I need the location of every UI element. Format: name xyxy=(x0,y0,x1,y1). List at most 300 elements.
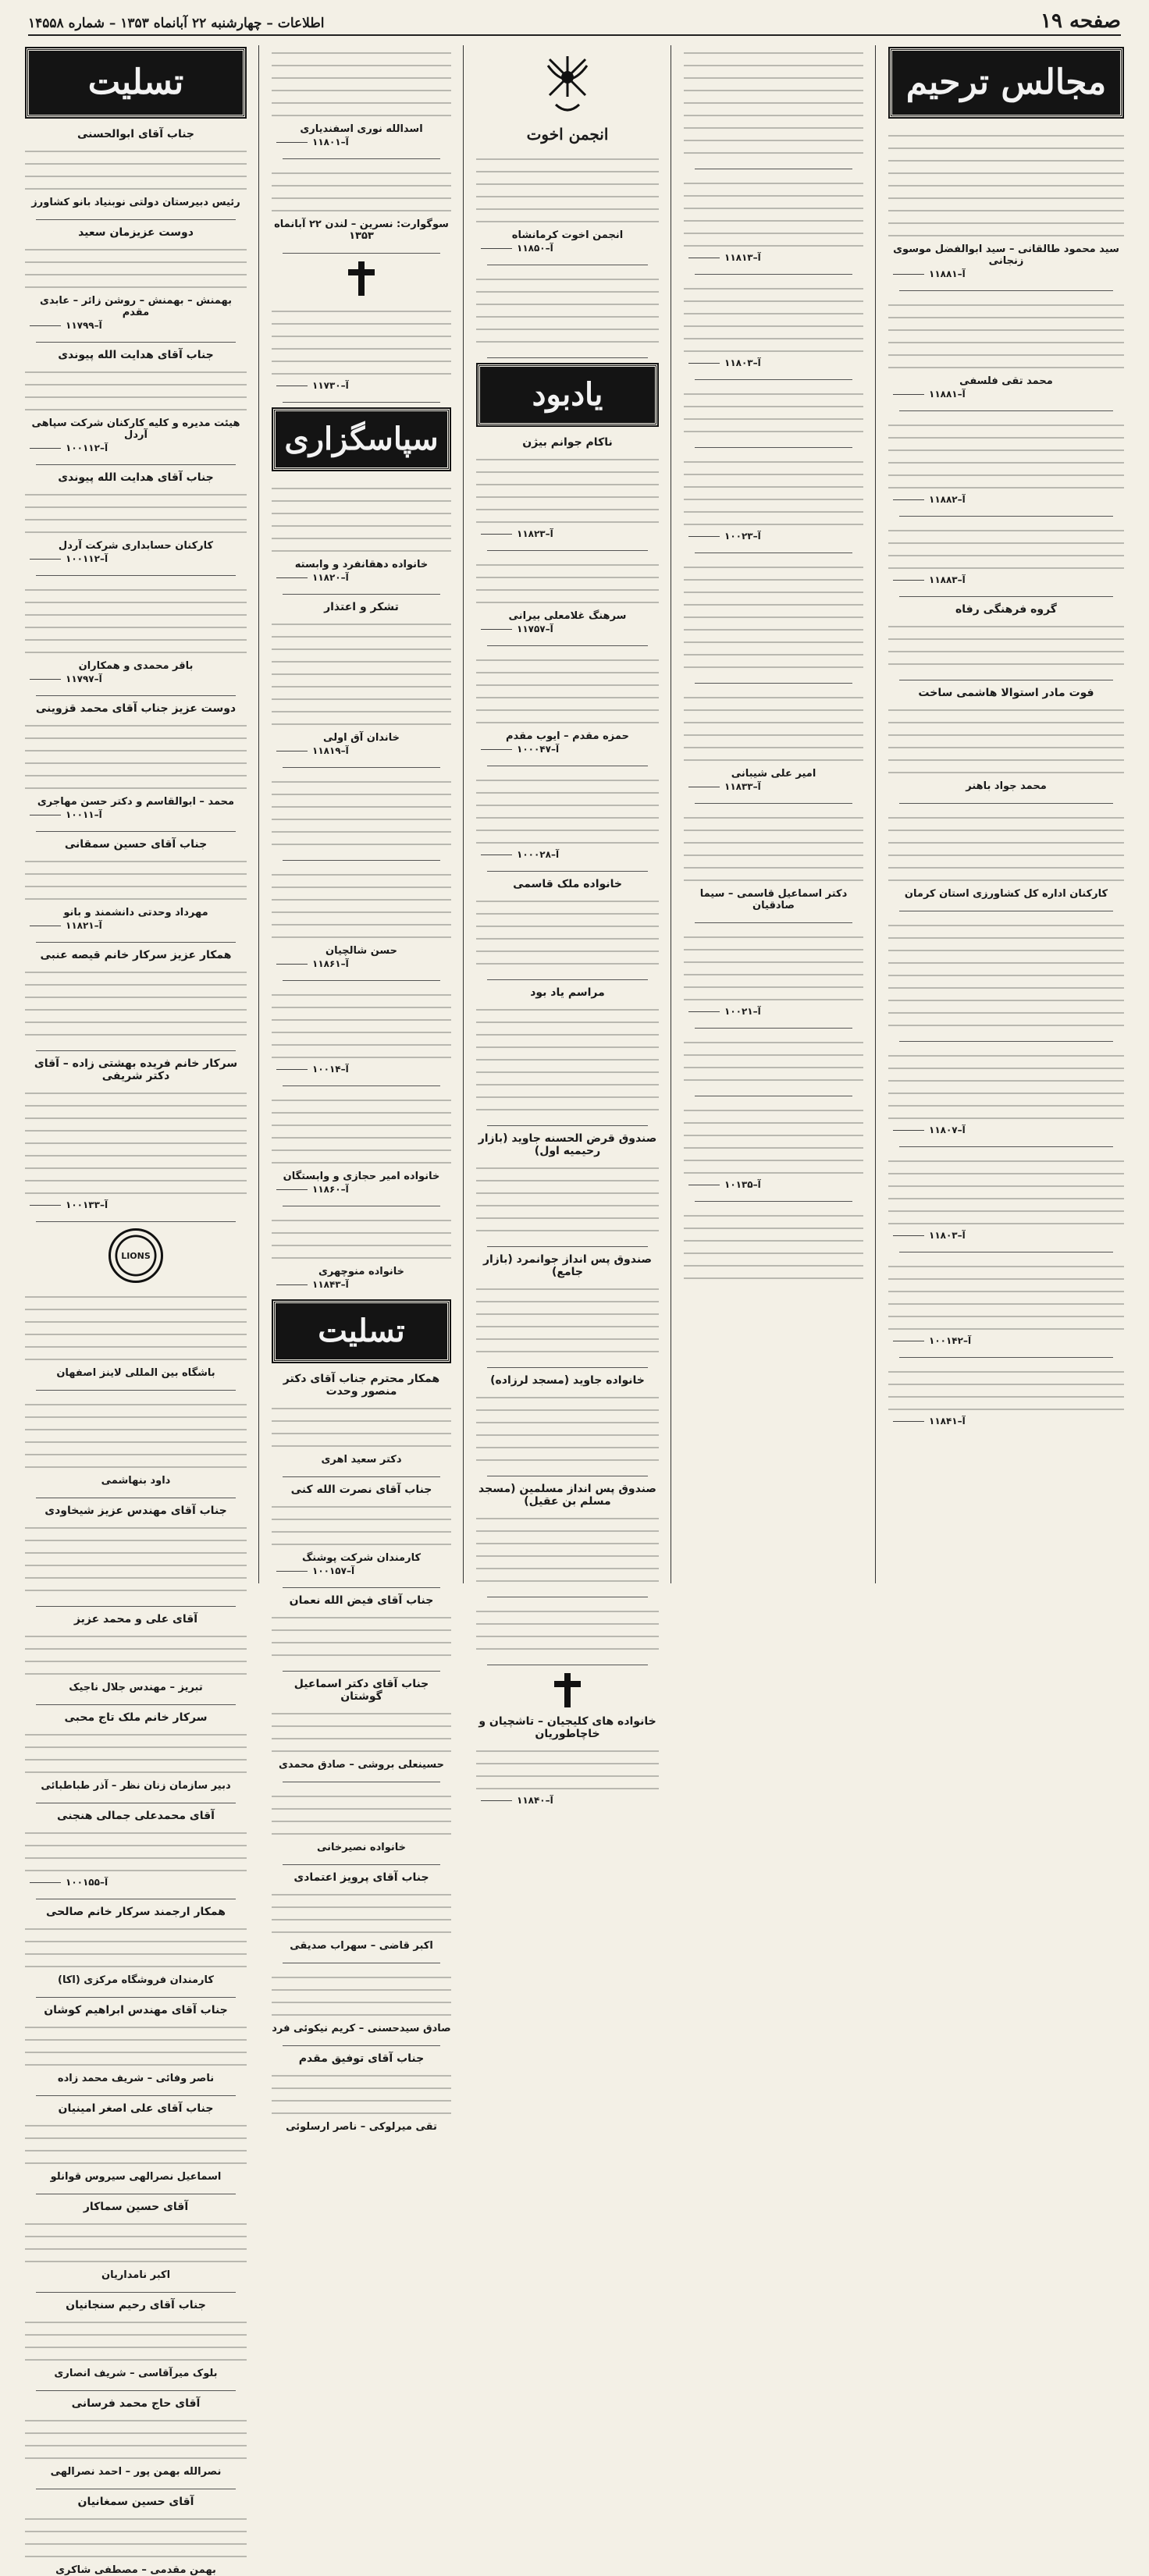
notice-title: آقای محمدعلی جمالی هنجنی xyxy=(57,1810,215,1822)
notice-ad-code: ۱۰۰۱۳۳–آ xyxy=(25,1199,247,1210)
notice-divider xyxy=(283,767,440,768)
column-4 xyxy=(265,45,457,2133)
notice-ad-code: ۱۰۰۱۱–آ xyxy=(25,809,247,820)
notice-body-text xyxy=(272,304,451,378)
notice xyxy=(25,1613,247,1693)
notice xyxy=(25,1906,247,1986)
notice xyxy=(888,1048,1124,1135)
notice xyxy=(272,1483,451,1576)
notice-body-text xyxy=(25,1520,247,1595)
notice-ad-code: ۱۱۸۰۳–آ xyxy=(888,1230,1124,1241)
notice-divider xyxy=(36,1704,236,1705)
notice xyxy=(476,1253,659,1356)
notice-divider xyxy=(695,1201,852,1202)
notice-divider xyxy=(487,1246,648,1247)
notice-body-text xyxy=(684,454,863,529)
notice xyxy=(684,454,863,542)
notice-body-text xyxy=(684,1103,863,1178)
notice-body-text xyxy=(888,918,1124,1030)
notice xyxy=(888,523,1124,585)
notice-divider xyxy=(695,1028,852,1029)
notice xyxy=(272,1373,451,1466)
banner-majales-tarhim: مجالس ترحیم xyxy=(890,48,1122,117)
notice-signature: نصرالله بهمن پور – احمد نصرالهی xyxy=(50,2466,222,2478)
notice-divider xyxy=(36,695,236,696)
notice-body-text xyxy=(272,1789,451,1839)
notice-body-text xyxy=(272,1970,451,2020)
notice-title: آقای حاج محمد فرسانی xyxy=(71,2397,201,2410)
notice-title: آقای علی و محمد عزیز xyxy=(73,1613,198,1626)
notice-divider xyxy=(283,1864,440,1865)
notice-body-text xyxy=(684,1208,863,1283)
notice-signature: سرهنگ غلامعلی بیرانی xyxy=(508,610,627,622)
notice xyxy=(25,582,247,684)
notice-body-text xyxy=(272,774,451,849)
notice-divider xyxy=(36,2292,236,2293)
notice-signature: صادق سیدحسنی – کریم نیکوئی فرد xyxy=(272,2023,451,2034)
notice-body-text xyxy=(272,616,451,729)
notice xyxy=(25,2299,247,2379)
notice-divider xyxy=(36,831,236,832)
notice-signature: مهرداد وحدتی دانشمند و بانو xyxy=(63,907,208,918)
notice-divider xyxy=(283,158,440,159)
notice-divider xyxy=(36,942,236,943)
notice-body-text xyxy=(25,487,247,537)
notice-divider xyxy=(695,447,852,448)
notice xyxy=(25,128,247,208)
notice-body-text xyxy=(25,2020,247,2070)
notice-title: دوست عزیزمان سعید xyxy=(78,226,194,239)
notice-ad-code: ۱۱۸۵۰–آ xyxy=(476,243,659,254)
notice-ad-code: ۱۱۸۸۱–آ xyxy=(888,389,1124,400)
column-rule xyxy=(258,45,259,1583)
notice xyxy=(25,1810,247,1888)
notice-divider xyxy=(283,594,440,595)
notice-ad-code: ۱۱۸۴۳–آ xyxy=(272,1279,451,1290)
notice-body-text xyxy=(476,1160,659,1235)
notice-body-text xyxy=(25,2216,247,2266)
notice xyxy=(476,986,659,1114)
notice xyxy=(272,45,451,147)
notice-body-text xyxy=(476,652,659,727)
notice-body-text xyxy=(272,1213,451,1263)
notice xyxy=(684,1208,863,1283)
column-3 xyxy=(470,45,665,1806)
notice-divider xyxy=(695,274,852,275)
notice-title: مراسم یاد بود xyxy=(530,986,605,999)
notice xyxy=(25,1228,247,1379)
notice-signature: اسدالله نوری اسفندیاری xyxy=(300,123,423,135)
banner-yadbood: یادبود xyxy=(478,364,657,425)
notice-title: جناب آقای مهندس عزیز شیخاودی xyxy=(44,1505,227,1517)
notice-body-text xyxy=(888,1153,1124,1228)
notice xyxy=(25,1711,247,1792)
notice-title: خانواده های کلیجیان – تاشچیان و خاچاطوریان xyxy=(478,1715,656,1740)
notice xyxy=(25,1397,247,1487)
notice xyxy=(25,349,247,453)
notice-body-text xyxy=(25,582,247,657)
notice-divider xyxy=(487,871,648,872)
notice-body-text xyxy=(25,2315,247,2365)
notice xyxy=(25,471,247,564)
notice-title: جناب آقای فیض الله نعمان xyxy=(289,1594,434,1607)
notice-ad-code: ۱۱۸۶۱–آ xyxy=(272,958,451,969)
notice-body-text xyxy=(684,929,863,1004)
notice-signature: دکتر سعید اهری xyxy=(321,1454,402,1466)
notice-body-text xyxy=(684,176,863,250)
notice-signature: اکبر قاضی – سهراب صدیقی xyxy=(290,1940,433,1952)
notice xyxy=(272,1093,451,1195)
notice-title: همکار ارجمند سرکار خانم صالحی xyxy=(46,1906,226,1918)
notice-title: جناب آقای مهندس ابراهیم کوشان xyxy=(44,2004,228,2016)
notice-body-text xyxy=(476,452,659,527)
notice-body-text xyxy=(476,272,659,346)
notice-body-text xyxy=(476,773,659,847)
notice-signature: هیئت مدیره و کلیه کارکنان شرکت سپاهی آردل xyxy=(31,417,240,441)
notice-divider xyxy=(36,342,236,343)
notice-body-text xyxy=(684,560,863,672)
notice-signature: رئیس دبیرستان دولتی نوبنیاد بانو کشاورز xyxy=(31,197,240,208)
notice-ad-code: ۱۱۸۰۳–آ xyxy=(684,357,863,368)
notice-ad-code: ۱۱۷۹۹–آ xyxy=(25,320,247,331)
notice-ad-code: ۱۰۰۱۱۲–آ xyxy=(25,442,247,453)
notice-divider xyxy=(36,1997,236,1998)
notice-divider xyxy=(899,290,1113,291)
notice xyxy=(684,386,863,436)
notice-divider xyxy=(283,860,440,861)
notice-divider xyxy=(36,575,236,576)
notice xyxy=(476,272,659,346)
notice-body-text xyxy=(272,867,451,942)
notice-body-text xyxy=(476,1604,659,1654)
notice-signature: محمد – ابوالقاسم و دکتر حسن مهاجری xyxy=(37,796,235,808)
notice-signature: تقی میرلوکی – ناصر ارسلوئی xyxy=(286,2121,437,2133)
notice-title: صندوق قرض الحسنه جاوید (بازار رحیمیه اول) xyxy=(478,1132,657,1157)
notice-divider xyxy=(899,1357,1113,1358)
notice-body-text xyxy=(25,1289,247,1364)
notice-title: جناب آقای هدایت الله پیوندی xyxy=(58,349,214,361)
notice-body-text xyxy=(888,619,1124,669)
anjoman-okhovat-title: انجمن اخوت xyxy=(526,125,609,144)
notice-body-text xyxy=(25,1629,247,1679)
notice-ad-code: ۱۱۸۲۳–آ xyxy=(476,528,659,539)
notice-body-text xyxy=(25,2413,247,2463)
notice-body-text xyxy=(476,151,659,226)
page-header xyxy=(28,11,1121,36)
notice-body-text xyxy=(888,297,1124,372)
notice-signature: خانواده امیر حجازی و وابستگان xyxy=(283,1171,440,1182)
notice-signature: اکبر نامداریان xyxy=(101,2269,171,2281)
notice xyxy=(25,1505,247,1595)
notice-ad-code: ۱۱۷۵۷–آ xyxy=(476,624,659,634)
notice-body-text xyxy=(272,987,451,1062)
notice xyxy=(272,1970,451,2034)
notice-body-text xyxy=(888,1259,1124,1334)
notice-ad-code: ۱۰۰۲۱–آ xyxy=(684,1006,863,1017)
notice-title: همکار محترم جناب آقای دکتر منصور وحدت xyxy=(283,1373,440,1398)
notice-divider xyxy=(899,410,1113,411)
notice xyxy=(684,690,863,792)
notice-body-text xyxy=(476,1743,659,1793)
notice-body-text xyxy=(888,810,1124,885)
notice-body-text xyxy=(272,1610,451,1660)
notice-divider xyxy=(283,1671,440,1672)
notice-divider xyxy=(695,379,852,380)
notice-body-text xyxy=(888,523,1124,573)
notice xyxy=(476,436,659,539)
notice xyxy=(272,1213,451,1290)
notice-ad-code: ۱۱۸۸۱–آ xyxy=(888,268,1124,279)
page-number: صفحه ۱۹ xyxy=(1041,9,1121,33)
notice xyxy=(684,1035,863,1085)
notice-body-text xyxy=(25,1727,247,1777)
notice xyxy=(684,929,863,1017)
notice-signature: دبیر سازمان زنان نظر – آذر طباطبائی xyxy=(41,1780,231,1792)
notice-body-text xyxy=(684,690,863,765)
notice-body-text xyxy=(476,1281,659,1356)
notice-signature: امیر علی شیبانی xyxy=(731,768,816,780)
notice xyxy=(476,1483,659,1586)
notice-body-text xyxy=(476,894,659,968)
column-1 xyxy=(882,45,1130,1583)
notice-body-text xyxy=(888,702,1124,777)
notice-ad-code: ۱۱۸۰۷–آ xyxy=(888,1125,1124,1135)
notice xyxy=(888,417,1124,505)
notice-signature: کارکنان اداره کل کشاورزی استان کرمان xyxy=(904,888,1108,900)
notice xyxy=(684,1103,863,1190)
notice-ad-code: ۱۰۰۱۱۲–آ xyxy=(25,553,247,564)
notice-body-text xyxy=(25,1397,247,1472)
notice-body-text xyxy=(684,1035,863,1085)
notice xyxy=(684,176,863,263)
notice xyxy=(272,165,451,242)
notice xyxy=(25,949,247,1039)
notice-body-text xyxy=(888,1048,1124,1123)
notice xyxy=(272,304,451,391)
notice-signature: محمد جواد باهنر xyxy=(966,780,1047,792)
notice-ad-code: ۱۰۰۰۴۷–آ xyxy=(476,744,659,755)
notice-body-text xyxy=(888,1364,1124,1414)
notice-divider xyxy=(283,2045,440,2046)
notice-body-text xyxy=(25,965,247,1039)
notice-signature: تبریز – مهندس جلال ناجیک xyxy=(69,1682,203,1693)
notice-divider xyxy=(36,1606,236,1607)
notice-divider xyxy=(487,550,648,551)
notice-ad-code: ۱۱۸۸۳–آ xyxy=(888,574,1124,585)
notice xyxy=(272,2052,451,2133)
column-5 xyxy=(19,45,253,2576)
notice-signature: حسینعلی بروشی – صادق محمدی xyxy=(279,1759,444,1771)
notice xyxy=(25,1057,247,1210)
notice-ad-code: ۱۱۷۹۷–آ xyxy=(25,673,247,684)
cross-icon xyxy=(554,1673,581,1707)
notice-divider xyxy=(283,980,440,981)
notice-title: تشکر و اعتذار xyxy=(324,601,399,613)
notice-body-text xyxy=(25,1825,247,1875)
notice-divider xyxy=(487,1367,648,1368)
notice xyxy=(888,918,1124,1030)
notice-title: خانواده جاوید (مسجد لرزاده) xyxy=(490,1374,645,1387)
notice xyxy=(476,1715,659,1806)
notice-body-text xyxy=(684,810,863,885)
notice-title: جناب آقای ابوالحسنی xyxy=(76,128,195,140)
notice-divider xyxy=(487,645,648,646)
notice xyxy=(25,2004,247,2084)
notice-ad-code: ۱۱۸۳۳–آ xyxy=(684,781,863,792)
notice-ad-code: ۱۰۰۲۳–آ xyxy=(684,531,863,542)
notice-body-text xyxy=(25,242,247,292)
notice-signature: بلوک میرآقاسی – شریف انصاری xyxy=(54,2368,218,2379)
notice-body-text xyxy=(25,2118,247,2168)
notice-body-text xyxy=(476,557,659,607)
notice-body-text xyxy=(272,165,451,215)
notice xyxy=(272,987,451,1075)
notice-signature: سید محمود طالقانی – سید ابوالفضل موسوی زنجانی xyxy=(893,243,1119,267)
column-rule xyxy=(463,45,464,1583)
issue-info: اطلاعات – چهارشنبه ۲۲ آبانماه ۱۳۵۳ – شماره ۱۴۵۵۸ xyxy=(28,16,325,31)
notice-title: جناب آقای هدایت الله پیوندی xyxy=(58,471,214,484)
notice-signature: دکتر اسماعیل قاسمی – سیما صادقیان xyxy=(699,888,848,911)
notice-title: گروه فرهنگی رفاه xyxy=(955,603,1057,616)
notice-body-text xyxy=(272,1887,451,1937)
notice-divider xyxy=(487,357,648,358)
notice-ad-code: ۱۰۰۰۲۸–آ xyxy=(476,849,659,860)
notice-body-text xyxy=(684,281,863,356)
notice-body-text xyxy=(476,1511,659,1586)
notice xyxy=(476,151,659,254)
notice-body-text xyxy=(272,1706,451,1756)
notice xyxy=(476,773,659,860)
notice-body-text xyxy=(25,854,247,904)
notice-divider xyxy=(283,1085,440,1086)
column-rule xyxy=(875,45,876,1583)
notice-body-text xyxy=(25,1085,247,1198)
anjoman-okhovat-emblem-icon xyxy=(540,50,595,120)
banner-tasliyat-2: تسلیت xyxy=(273,1301,450,1362)
notice-signature: باقر محمدی و همکاران xyxy=(78,660,194,672)
notice-signature: سوگوارت: نسرین – لندن ۲۲ آبانماه ۱۳۵۳ xyxy=(274,219,449,242)
notice xyxy=(25,2397,247,2478)
notice-ad-code: ۱۰۰۱۴–آ xyxy=(272,1064,451,1075)
notice-divider xyxy=(487,1125,648,1126)
notice xyxy=(888,128,1124,279)
notice xyxy=(476,1374,659,1465)
notice-title: جناب آقای رحیم سنجانیان xyxy=(66,2299,206,2311)
notice-title: صندوق پس انداز مسلمین (مسجد مسلم بن عقیل) xyxy=(478,1483,656,1508)
notice-divider xyxy=(899,596,1113,597)
notice xyxy=(888,1364,1124,1427)
notice-ad-code: ۱۰۱۳۵–آ xyxy=(684,1179,863,1190)
notice-divider xyxy=(695,803,852,804)
notice xyxy=(684,560,863,672)
notice-divider xyxy=(283,1587,440,1588)
notice-divider xyxy=(283,402,440,403)
notice xyxy=(476,878,659,968)
notice-divider xyxy=(899,803,1113,804)
notice-title: صندوق پس انداز جوانمرد (بازار جامع) xyxy=(482,1253,653,1278)
notice-signature: خانواده منوچهری xyxy=(318,1266,405,1277)
lions-club-emblem-icon: LIONS xyxy=(108,1228,163,1283)
notice-ad-code: ۱۱۸۰۱–آ xyxy=(272,137,451,147)
notice xyxy=(476,1604,659,1654)
notice-body-text xyxy=(476,1390,659,1465)
notice-body-text xyxy=(272,1093,451,1167)
notice-title: جناب آقای حسین سمقانی xyxy=(64,838,208,851)
notice-body-text xyxy=(25,1921,247,1971)
notice-title: فوت مادر استوالا هاشمی ساخت xyxy=(918,687,1094,699)
notice xyxy=(272,1678,451,1771)
notice-signature: اسماعیل نصرالهی سیروس قوانلو xyxy=(50,2171,222,2183)
notice xyxy=(272,1789,451,1853)
notice xyxy=(272,867,451,969)
notice-signature: کارکنان حسابداری شرکت آردل xyxy=(58,540,214,552)
notice-signature: انجمن اخوت کرمانشاه xyxy=(511,229,624,241)
notice xyxy=(272,481,451,583)
notice xyxy=(684,281,863,368)
notice-body-text xyxy=(272,481,451,556)
notice-signature: حسن شالچیان xyxy=(325,945,398,957)
notice-divider xyxy=(36,2095,236,2096)
banner-tasliyat: تسلیت xyxy=(27,48,245,117)
notice-ad-code: ۱۱۸۸۲–آ xyxy=(888,494,1124,505)
notice-divider xyxy=(283,1476,440,1477)
notice-title: آقای حسین سمغانیان xyxy=(77,2496,194,2508)
notice-ad-code: ۱۱۷۳۰–آ xyxy=(272,380,451,391)
notice-ad-code: ۱۱۸۱۳–آ xyxy=(684,252,863,263)
column-2 xyxy=(678,45,870,1583)
notice-divider xyxy=(695,683,852,684)
notice xyxy=(888,603,1124,669)
notice xyxy=(272,601,451,756)
notice-title: جناب آقای نصرت الله کنی xyxy=(290,1483,432,1496)
notice-signature: محمد تقی فلسفی xyxy=(959,375,1053,387)
notice-divider xyxy=(36,2390,236,2391)
notice-body-text xyxy=(25,2511,247,2561)
notice-title: جناب آقای دکتر اسماعیل گوشتان xyxy=(293,1678,429,1703)
notice xyxy=(25,838,247,931)
banner-sepasgozari: سپاسگزاری xyxy=(273,409,450,470)
notice xyxy=(476,1132,659,1235)
notice-divider xyxy=(487,979,648,980)
notice-ad-code: ۱۱۸۲۰–آ xyxy=(272,572,451,583)
notice-body-text xyxy=(272,1499,451,1549)
notice xyxy=(684,810,863,911)
notice-ad-code: ۱۱۸۲۱–آ xyxy=(25,920,247,931)
notice-signature: خاندان آق اولی xyxy=(323,732,400,744)
notice xyxy=(476,557,659,634)
notice xyxy=(888,1259,1124,1346)
notice-ad-code: ۱۰۰۱۵۵–آ xyxy=(25,1877,247,1888)
notice-title: ناکام جوانم بیژن xyxy=(522,436,613,449)
notice-signature: ناصر وفائی – شریف محمد زاده xyxy=(57,2073,215,2084)
notice-signature: کارمندان فروشگاه مرکزی (اکا) xyxy=(58,1974,214,1986)
notice-title: دوست عزیز جناب آقای محمد قزوینی xyxy=(35,702,237,715)
notice-body-text xyxy=(888,128,1124,240)
notice-divider xyxy=(36,219,236,220)
notice-signature: باشگاه بین المللی لاینز اصفهان xyxy=(56,1367,215,1379)
notice-ad-code: ۱۱۸۴۰–آ xyxy=(476,1795,659,1806)
notice-divider xyxy=(695,922,852,923)
notice xyxy=(272,1594,451,1660)
notice-ad-code: ۱۱۸۶۰–آ xyxy=(272,1184,451,1195)
cross-icon xyxy=(348,261,375,296)
notice xyxy=(25,226,247,331)
notice-signature: خانواده دهقانفرد و وابسته xyxy=(294,559,429,570)
notice-signature: خانواده نصیرخانی xyxy=(317,1842,406,1853)
notice xyxy=(888,1153,1124,1241)
notice-body-text xyxy=(25,144,247,194)
notice xyxy=(25,2201,247,2281)
